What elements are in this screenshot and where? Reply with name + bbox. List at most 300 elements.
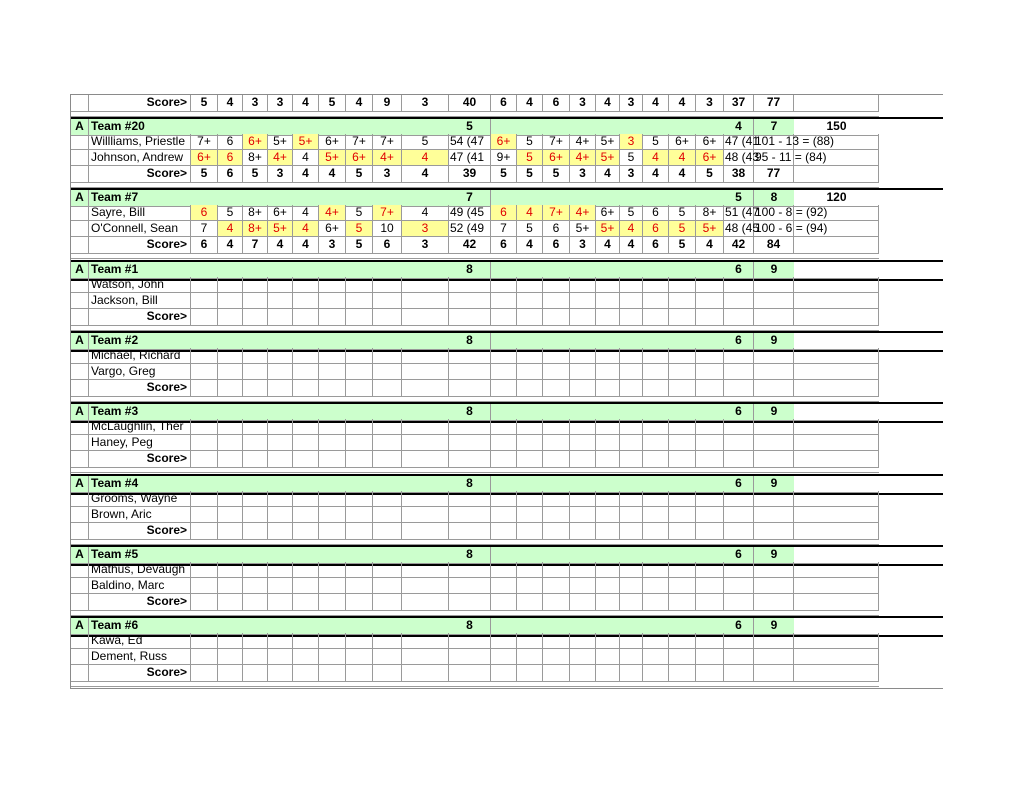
team-score-cell <box>669 665 696 682</box>
team-score-cell <box>293 665 319 682</box>
player-name: Dement, Russ <box>89 649 191 665</box>
score-cell <box>319 364 346 380</box>
team-score-cell <box>268 380 293 397</box>
score-cell <box>319 277 346 293</box>
team-score-cell <box>402 523 449 540</box>
team-score-cell <box>669 380 696 397</box>
score-cell: 4 <box>293 205 319 221</box>
score-cell: 4 <box>669 150 696 166</box>
team-score-cell <box>293 451 319 468</box>
extra-cell <box>794 649 879 665</box>
score-cell <box>543 419 570 435</box>
score-cell: 5 <box>218 205 243 221</box>
team-score-cell <box>373 451 402 468</box>
team-total-score: 9 <box>754 262 794 279</box>
score-cell <box>643 562 669 578</box>
team-score-cell <box>491 309 517 326</box>
flight-cell <box>71 594 89 611</box>
score-cell <box>517 435 543 451</box>
score-cell <box>449 633 491 649</box>
team-score-cell <box>449 451 491 468</box>
team-score-cell <box>543 380 570 397</box>
team-score-cell <box>570 594 596 611</box>
score-cell <box>543 507 570 523</box>
flight-cell <box>71 435 89 451</box>
score-cell <box>243 364 268 380</box>
score-cell <box>570 348 596 364</box>
player-row <box>71 277 943 293</box>
score-cell: 4 <box>402 205 449 221</box>
flight-label: A <box>71 404 89 421</box>
team-out-score: 8 <box>449 618 491 635</box>
score-label: Score> <box>89 451 191 468</box>
score-cell <box>402 277 449 293</box>
team-score-cell <box>570 523 596 540</box>
team-score-cell <box>373 594 402 611</box>
score-cell <box>243 633 268 649</box>
team-total-score: 9 <box>754 476 794 493</box>
score-cell <box>754 293 794 309</box>
score-cell <box>449 364 491 380</box>
flight-cell <box>71 150 89 166</box>
team-score-cell <box>191 380 218 397</box>
extra-cell <box>794 166 879 183</box>
team-score-cell: 4 <box>319 166 346 183</box>
score-cell: 6 <box>643 205 669 221</box>
team-score-cell <box>218 309 243 326</box>
player-name: Vargo, Greg <box>89 364 191 380</box>
score-cell <box>491 293 517 309</box>
score-cell <box>517 293 543 309</box>
team-score-cell <box>596 665 620 682</box>
player-name: McLaughlin, Ther <box>89 419 191 435</box>
score-cell: 6 <box>218 150 243 166</box>
player-row <box>71 293 943 309</box>
score-cell <box>449 293 491 309</box>
score-cell <box>517 649 543 665</box>
team-score-cell <box>543 665 570 682</box>
score-cell <box>754 491 794 507</box>
score-cell <box>543 435 570 451</box>
score-cell: 5 <box>620 205 643 221</box>
score-cell: 5 <box>620 150 643 166</box>
score-cell <box>491 491 517 507</box>
score-cell <box>319 419 346 435</box>
team-score-cell: 3 <box>570 237 596 254</box>
flight-cell <box>71 364 89 380</box>
team-score-cell <box>643 380 669 397</box>
score-cell <box>243 435 268 451</box>
team-out-score: 8 <box>449 476 491 493</box>
score-cell: 5+ <box>696 221 724 237</box>
team-score-cell <box>243 523 268 540</box>
score-cell <box>543 364 570 380</box>
score-cell <box>570 649 596 665</box>
score-cell: 4 <box>218 221 243 237</box>
score-cell <box>754 507 794 523</box>
score-cell: 6+ <box>669 134 696 150</box>
team-score-cell <box>596 451 620 468</box>
team-score-cell <box>268 451 293 468</box>
score-cell <box>491 364 517 380</box>
team-score-cell <box>543 594 570 611</box>
score-cell: 5+ <box>596 221 620 237</box>
team-score-cell <box>696 451 724 468</box>
score-cell: 7+ <box>543 205 570 221</box>
score-cell <box>517 562 543 578</box>
score-cell <box>268 348 293 364</box>
team-extra-value: 150 <box>794 119 879 136</box>
score-cell <box>543 562 570 578</box>
team-score-row <box>71 451 943 468</box>
score-cell <box>620 435 643 451</box>
score-cell: 6+ <box>696 150 724 166</box>
score-cell: 5+ <box>570 221 596 237</box>
score-cell <box>596 633 620 649</box>
score-cell <box>373 435 402 451</box>
team-score-cell <box>754 594 794 611</box>
flight-cell <box>71 649 89 665</box>
score-cell <box>268 277 293 293</box>
score-cell <box>449 649 491 665</box>
team-score-cell <box>696 309 724 326</box>
score-cell <box>268 364 293 380</box>
team-score-cell: 6 <box>218 166 243 183</box>
extra-cell <box>794 578 879 594</box>
team-score-cell <box>620 451 643 468</box>
flight-label: A <box>71 119 89 136</box>
team-score-cell: 3 <box>620 166 643 183</box>
score-cell <box>402 435 449 451</box>
flight-cell <box>71 419 89 435</box>
extra-cell <box>794 419 879 435</box>
score-cell <box>373 419 402 435</box>
score-cell <box>570 435 596 451</box>
team-score-cell <box>724 665 754 682</box>
team-score-cell <box>268 523 293 540</box>
team-score-cell: 4 <box>696 237 724 254</box>
score-cell <box>517 507 543 523</box>
score-cell <box>373 578 402 594</box>
team-score-cell <box>319 451 346 468</box>
flight-cell <box>71 277 89 293</box>
score-cell: 4 <box>402 150 449 166</box>
team-score-cell <box>696 380 724 397</box>
score-cell <box>293 578 319 594</box>
score-cell <box>268 562 293 578</box>
team-score-cell <box>191 594 218 611</box>
team-score-cell <box>620 523 643 540</box>
score-cell <box>373 507 402 523</box>
extra-cell <box>794 221 879 237</box>
score-cell: 6+ <box>543 150 570 166</box>
team-total-score: 9 <box>754 404 794 421</box>
par-cell: 6 <box>543 95 570 112</box>
team-in-score: 6 <box>724 333 754 350</box>
score-cell: 4+ <box>319 205 346 221</box>
score-cell <box>570 578 596 594</box>
score-cell <box>293 491 319 507</box>
team-score-cell: 6 <box>543 237 570 254</box>
team-score-cell <box>491 451 517 468</box>
team-score-cell <box>754 523 794 540</box>
score-cell <box>319 649 346 665</box>
score-cell <box>643 649 669 665</box>
score-cell <box>268 491 293 507</box>
score-cell <box>268 507 293 523</box>
team-score-row <box>71 665 943 682</box>
team-name: Team #20 <box>89 119 449 136</box>
score-cell <box>293 419 319 435</box>
team-score-cell: 5 <box>491 166 517 183</box>
score-cell <box>643 277 669 293</box>
score-cell <box>620 348 643 364</box>
score-cell: 5 <box>669 221 696 237</box>
team-score-cell <box>402 380 449 397</box>
team-score-cell <box>543 523 570 540</box>
team-score-cell <box>491 523 517 540</box>
score-cell <box>669 578 696 594</box>
player-name: Willliams, Priestle <box>89 134 191 150</box>
score-cell: 5+ <box>268 221 293 237</box>
team-score-cell <box>191 665 218 682</box>
team-score-cell: 42 <box>724 237 754 254</box>
team-score-cell <box>596 523 620 540</box>
score-cell: 51 (47 <box>725 205 760 219</box>
score-cell <box>620 562 643 578</box>
score-cell <box>643 293 669 309</box>
team-score-cell: 4 <box>643 166 669 183</box>
par-cell: 4 <box>218 95 243 112</box>
team-score-cell <box>218 451 243 468</box>
team-total-score: 7 <box>754 119 794 136</box>
team-score-cell <box>243 380 268 397</box>
spacer-cell <box>71 682 879 687</box>
team-score-cell <box>449 665 491 682</box>
flight-cell <box>71 578 89 594</box>
score-cell <box>543 649 570 665</box>
score-label: Score> <box>89 166 191 183</box>
score-cell <box>402 507 449 523</box>
flight-cell <box>71 293 89 309</box>
score-cell <box>724 277 754 293</box>
score-cell: 8+ <box>243 205 268 221</box>
player-name: Michael, Richard <box>89 348 191 364</box>
player-row <box>71 633 943 649</box>
score-cell: 5+ <box>596 134 620 150</box>
score-cell: 4+ <box>570 150 596 166</box>
team-score-row <box>71 594 943 611</box>
score-label: Score> <box>89 95 191 112</box>
team-score-cell <box>643 594 669 611</box>
team-score-cell <box>346 451 373 468</box>
score-cell <box>268 293 293 309</box>
score-cell <box>620 633 643 649</box>
score-cell <box>402 491 449 507</box>
score-cell <box>191 348 218 364</box>
par-cell: 5 <box>319 95 346 112</box>
score-cell: 6 <box>191 205 218 221</box>
team-score-cell <box>268 309 293 326</box>
team-in-score: 6 <box>724 547 754 564</box>
score-cell <box>319 293 346 309</box>
par-cell: 6 <box>491 95 517 112</box>
player-name: Brown, Aric <box>89 507 191 523</box>
score-cell <box>669 562 696 578</box>
score-cell: 47 (41 <box>725 134 760 148</box>
score-cell: 5+ <box>319 150 346 166</box>
spacer-row <box>71 254 943 259</box>
team-score-cell <box>319 523 346 540</box>
team-score-cell <box>243 451 268 468</box>
team-score-cell <box>373 665 402 682</box>
score-cell <box>373 562 402 578</box>
par-cell: 3 <box>696 95 724 112</box>
team-score-cell <box>643 523 669 540</box>
extra-cell <box>794 451 879 468</box>
team-name: Team #3 <box>89 404 449 421</box>
score-cell <box>218 348 243 364</box>
player-name: Grooms, Wayne <box>89 491 191 507</box>
score-label: Score> <box>89 594 191 611</box>
score-cell <box>543 348 570 364</box>
score-cell <box>596 507 620 523</box>
score-cell: 5+ <box>596 150 620 166</box>
score-cell <box>491 435 517 451</box>
score-cell <box>293 649 319 665</box>
player-row <box>71 134 943 150</box>
team-score-row <box>71 523 943 540</box>
score-cell <box>696 649 724 665</box>
team-score-cell <box>543 309 570 326</box>
extra-cell <box>794 293 879 309</box>
score-cell <box>517 491 543 507</box>
score-cell <box>449 348 491 364</box>
score-cell <box>754 419 794 435</box>
team-score-cell <box>402 451 449 468</box>
score-cell <box>754 578 794 594</box>
score-cell: 5 <box>517 134 543 150</box>
flight-cell <box>71 451 89 468</box>
score-cell: 6+ <box>191 150 218 166</box>
score-cell <box>218 364 243 380</box>
team-score-cell <box>346 309 373 326</box>
extra-cell <box>794 150 879 166</box>
team-total-score: 9 <box>754 547 794 564</box>
score-cell: 6 <box>491 205 517 221</box>
score-cell <box>402 562 449 578</box>
score-cell: 5+ <box>293 134 319 150</box>
team-score-cell: 5 <box>696 166 724 183</box>
flight-cell <box>71 380 89 397</box>
team-score-cell <box>243 594 268 611</box>
score-cell <box>696 348 724 364</box>
player-row <box>71 649 943 665</box>
score-cell <box>218 293 243 309</box>
score-cell <box>669 419 696 435</box>
score-cell: 8+ <box>696 205 724 221</box>
score-cell <box>696 364 724 380</box>
team-score-cell <box>293 380 319 397</box>
score-cell <box>191 633 218 649</box>
team-score-cell <box>543 451 570 468</box>
score-cell <box>243 507 268 523</box>
score-cell <box>346 293 373 309</box>
score-label: Score> <box>89 523 191 540</box>
score-cell: 8+ <box>243 150 268 166</box>
score-cell <box>491 578 517 594</box>
team-score-cell <box>402 594 449 611</box>
score-cell <box>293 435 319 451</box>
player-name: Jackson, Bill <box>89 293 191 309</box>
score-cell <box>596 348 620 364</box>
score-cell <box>754 364 794 380</box>
team-score-cell <box>620 594 643 611</box>
score-cell: 7+ <box>191 134 218 150</box>
team-total-score: 8 <box>754 190 794 207</box>
extra-cell <box>794 364 879 380</box>
score-cell <box>449 491 491 507</box>
score-cell <box>346 348 373 364</box>
team-extra-value: 120 <box>794 190 879 207</box>
score-cell <box>218 633 243 649</box>
score-cell: 47 (41 <box>449 150 491 166</box>
par-cell: 4 <box>596 95 620 112</box>
score-cell <box>724 364 754 380</box>
score-cell <box>696 562 724 578</box>
team-score-cell: 6 <box>491 237 517 254</box>
scorecard-sheet <box>70 94 943 689</box>
team-score-cell: 5 <box>346 237 373 254</box>
score-cell <box>517 348 543 364</box>
score-cell <box>346 578 373 594</box>
score-cell <box>596 435 620 451</box>
team-score-cell <box>293 594 319 611</box>
score-cell <box>570 491 596 507</box>
spacer-cell <box>71 468 879 473</box>
extra-cell <box>794 205 879 221</box>
team-score-cell <box>754 665 794 682</box>
extra-cell <box>794 380 879 397</box>
score-cell <box>402 578 449 594</box>
team-score-cell <box>346 594 373 611</box>
score-cell <box>373 348 402 364</box>
team-score-cell <box>191 523 218 540</box>
score-cell <box>596 277 620 293</box>
flight-cell <box>71 507 89 523</box>
player-name: O'Connell, Sean <box>89 221 191 237</box>
player-row <box>71 221 943 237</box>
team-out-score: 8 <box>449 333 491 350</box>
score-cell <box>218 507 243 523</box>
team-score-cell <box>218 594 243 611</box>
flight-label: A <box>71 333 89 350</box>
par-cell: 9 <box>373 95 402 112</box>
flight-cell <box>71 221 89 237</box>
score-cell: 5 <box>402 134 449 150</box>
player-row <box>71 419 943 435</box>
team-score-cell <box>346 380 373 397</box>
score-cell: 6+ <box>243 134 268 150</box>
player-row <box>71 364 943 380</box>
score-cell <box>449 578 491 594</box>
score-cell <box>218 435 243 451</box>
score-label: Score> <box>89 309 191 326</box>
extra-cell <box>794 562 879 578</box>
player-row <box>71 205 943 221</box>
score-cell <box>643 633 669 649</box>
score-cell <box>754 649 794 665</box>
